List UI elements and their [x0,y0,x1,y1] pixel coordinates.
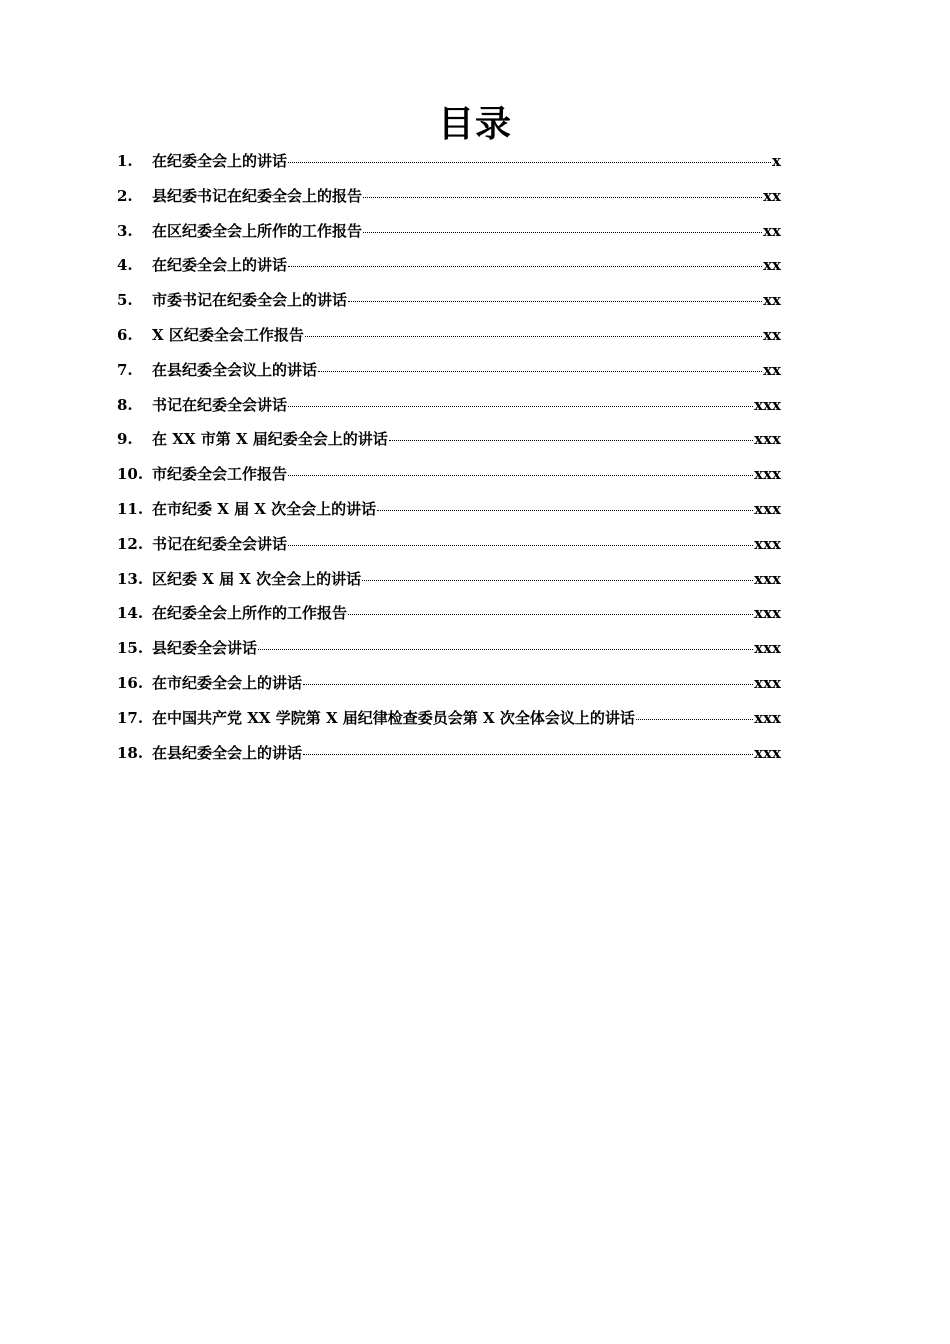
toc-title: 目录 [437,104,512,145]
toc-entry-15[interactable] [117,631,781,666]
toc-entry-page: xxx [754,395,781,414]
toc-entry-title: 在 XX 市第 X 届纪委全会上的讲话 [152,430,388,449]
toc-entry-number: 10. [117,465,144,484]
toc-entry-title: 区纪委 X 届 X 次全会上的讲话 [152,569,362,588]
toc-entry-6[interactable] [117,318,781,353]
toc-entry-number: 12. [117,534,144,553]
toc-entry-number: 4. [117,256,133,275]
toc-entry-18[interactable] [117,736,781,771]
toc-entry-title: 市委书记在纪委全会上的讲话 [152,291,348,310]
toc-dot-leader [303,682,753,685]
toc-dot-leader [362,578,753,581]
toc-entry-number: 17. [117,708,144,727]
toc-entry-page: xx [763,291,781,310]
toc-entry-2[interactable] [117,179,781,214]
toc-entry-page: xxx [754,430,781,449]
toc-dot-leader [348,612,753,615]
toc-entry-page: xx [763,186,781,205]
toc-dot-leader [318,369,762,372]
toc-entry-number: 3. [117,221,133,240]
toc-entry-title: 在县纪委全会议上的讲话 [152,360,318,379]
toc-entry-page: xxx [754,499,781,518]
toc-entry-number: 7. [117,360,133,379]
toc-dot-leader [288,473,753,476]
toc-entry-page: xxx [754,743,781,762]
toc-dot-leader [288,543,753,546]
toc-entry-7[interactable] [117,353,781,388]
toc-entry-page: x [772,152,781,170]
toc-dot-leader [303,752,753,755]
toc-dot-leader [636,717,753,720]
toc-entry-10[interactable] [117,457,781,492]
toc-entry-title: 在县纪委全会上的讲话 [152,743,303,762]
toc-entry-4[interactable] [117,248,781,283]
toc-dot-leader [288,404,753,407]
toc-entry-title: 在纪委全会上所作的工作报告 [152,604,348,623]
toc-entry-number: 15. [117,639,144,658]
toc-entry-page: xx [763,325,781,344]
toc-dot-leader [348,299,762,302]
toc-entry-title: 县纪委书记在纪委全会上的报告 [152,186,363,205]
toc-entry-number: 16. [117,673,144,692]
toc-entry-number: 5. [117,291,133,310]
toc-entry-page: xxx [754,604,781,623]
toc-entry-8[interactable] [117,388,781,423]
toc-dot-leader [389,438,753,441]
toc-entry-1[interactable] [117,144,781,179]
toc-entry-page: xxx [754,569,781,588]
toc-entry-title: 在纪委全会上的讲话 [152,256,288,275]
toc-entry-title: X 区纪委全会工作报告 [152,325,304,344]
toc-entry-title: 书记在纪委全会讲话 [152,534,288,553]
toc-dot-leader [288,264,762,267]
toc-entry-3[interactable] [117,214,781,249]
toc-entry-16[interactable] [117,666,781,701]
toc-entry-title: 在市纪委 X 届 X 次全会上的讲话 [152,499,377,518]
toc-entry-number: 9. [117,430,133,449]
toc-list [117,144,781,770]
toc-entry-page: xx [763,360,781,379]
toc-entry-number: 2. [117,186,133,205]
toc-dot-leader [305,334,762,337]
toc-entry-title: 县纪委全会讲话 [152,639,258,658]
toc-entry-14[interactable] [117,596,781,631]
toc-entry-page: xx [763,256,781,275]
toc-entry-page: xxx [754,708,781,727]
toc-entry-number: 13. [117,569,144,588]
toc-dot-leader [377,508,753,511]
toc-entry-page: xxx [754,673,781,692]
toc-entry-page: xx [763,221,781,240]
toc-entry-9[interactable] [117,422,781,457]
toc-dot-leader [258,647,753,650]
toc-entry-page: xxx [754,639,781,658]
toc-entry-title: 在区纪委全会上所作的工作报告 [152,221,363,240]
toc-dot-leader [288,160,771,163]
toc-entry-number: 8. [117,395,133,414]
toc-entry-number: 6. [117,325,133,344]
toc-entry-17[interactable] [117,701,781,736]
toc-entry-11[interactable] [117,492,781,527]
toc-entry-title: 市纪委全会工作报告 [152,465,288,484]
toc-entry-number: 18. [117,743,144,762]
toc-entry-page: xxx [754,465,781,484]
toc-entry-12[interactable] [117,527,781,562]
toc-entry-5[interactable] [117,283,781,318]
toc-entry-title: 在纪委全会上的讲话 [152,152,288,170]
toc-entry-13[interactable] [117,562,781,597]
toc-entry-page: xxx [754,534,781,553]
toc-dot-leader [363,230,762,233]
toc-entry-number: 1. [117,152,133,170]
toc-dot-leader [363,195,762,198]
toc-entry-number: 11. [117,499,144,518]
toc-entry-number: 14. [117,604,144,623]
toc-entry-title: 书记在纪委全会讲话 [152,395,288,414]
toc-entry-title: 在中国共产党 XX 学院第 X 届纪律检查委员会第 X 次全体会议上的讲话 [152,708,635,727]
toc-entry-title: 在市纪委全会上的讲话 [152,673,303,692]
